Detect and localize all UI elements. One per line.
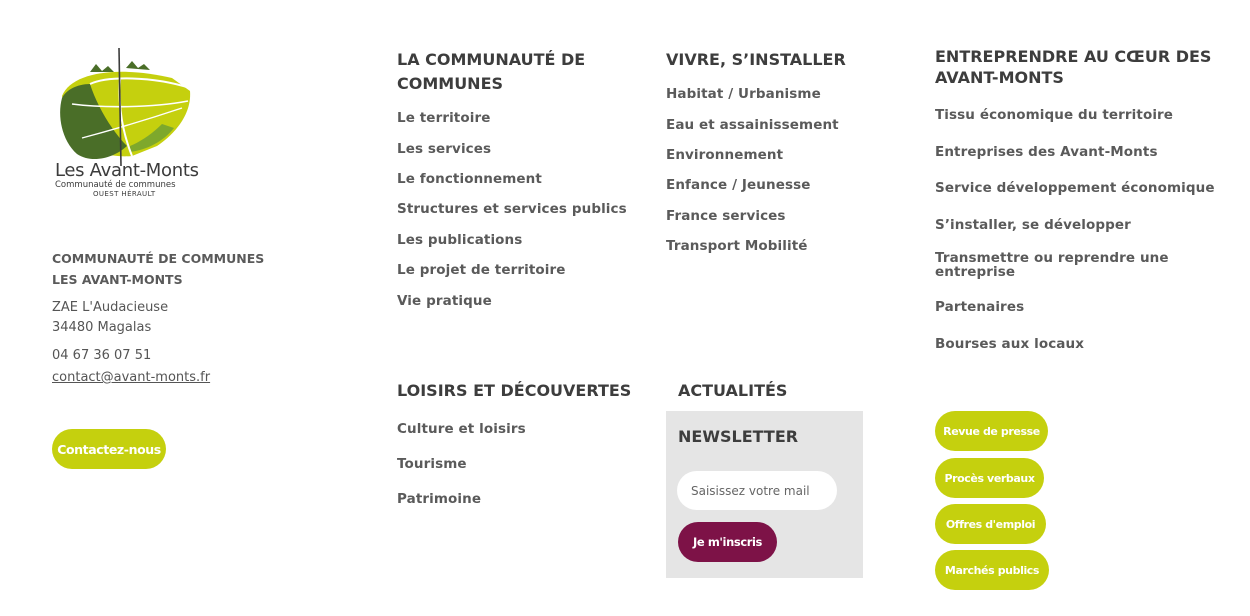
link-france-services[interactable]: France services (666, 208, 786, 224)
logo-name: Les Avant-Monts (55, 160, 199, 181)
link-le-fonctionnement[interactable]: Le fonctionnement (397, 171, 542, 187)
link-transmettre-reprendre[interactable] (935, 251, 1169, 279)
proces-verbaux-button[interactable]: Procès verbaux (935, 458, 1044, 498)
communaute-heading-line-2: COMMUNES (397, 74, 504, 93)
address-line-2: 34480 Magalas (52, 320, 152, 335)
newsletter-box (666, 411, 863, 578)
offres-emploi-button[interactable]: Offres d'emploi (935, 504, 1046, 544)
revue-de-presse-button[interactable]: Revue de presse (935, 411, 1048, 451)
link-service-developpement[interactable]: Service développement économique (935, 180, 1215, 196)
email-link[interactable]: contact@avant-monts.fr (52, 370, 211, 385)
address (52, 298, 168, 338)
link-tissu-economique[interactable]: Tissu économique du territoire (935, 107, 1174, 123)
link-culture-loisirs[interactable]: Culture et loisirs (397, 421, 526, 437)
link-transmettre-line-1: Transmettre ou reprendre une (935, 250, 1169, 266)
contact-button[interactable]: Contactez-nous (52, 429, 166, 469)
newsletter-email-input[interactable] (677, 471, 837, 510)
address-line-1: ZAE L'Audacieuse (52, 300, 169, 315)
logo-subtitle: Communauté de communes (55, 180, 176, 190)
link-enfance-jeunesse[interactable]: Enfance / Jeunesse (666, 177, 811, 193)
link-patrimoine[interactable]: Patrimoine (397, 491, 482, 507)
link-les-publications[interactable]: Les publications (397, 232, 523, 248)
entreprendre-heading-line-2: AVANT-MONTS (935, 68, 1064, 87)
communaute-heading-line-1: LA COMMUNAUTÉ DE (397, 50, 586, 69)
entreprendre-heading (935, 46, 1211, 88)
logo-text (55, 162, 205, 199)
link-le-territoire[interactable]: Le territoire (397, 110, 491, 126)
newsletter-title: NEWSLETTER (678, 427, 799, 446)
link-transmettre-line-2: entreprise (935, 264, 1016, 280)
link-entreprises-avant-monts[interactable]: Entreprises des Avant-Monts (935, 144, 1158, 160)
marches-publics-button[interactable]: Marchés publics (935, 550, 1049, 590)
org-line-1: COMMUNAUTÉ DE COMMUNES (52, 251, 265, 266)
link-bourses-locaux[interactable]: Bourses aux locaux (935, 336, 1085, 352)
org-line-2: LES AVANT-MONTS (52, 272, 183, 287)
communaute-heading (397, 48, 585, 96)
link-habitat-urbanisme[interactable]: Habitat / Urbanisme (666, 86, 821, 102)
organization-name (52, 248, 264, 290)
link-partenaires[interactable]: Partenaires (935, 299, 1025, 315)
vivre-heading: VIVRE, S’INSTALLER (666, 50, 846, 69)
link-structures-services-publics[interactable]: Structures et services publics (397, 201, 627, 217)
link-tourisme[interactable]: Tourisme (397, 456, 467, 472)
link-les-services[interactable]: Les services (397, 141, 492, 157)
link-projet-de-territoire[interactable]: Le projet de territoire (397, 262, 566, 278)
link-eau-assainissement[interactable]: Eau et assainissement (666, 117, 839, 133)
actualites-heading[interactable]: ACTUALITÉS (678, 381, 788, 400)
phone-number: 04 67 36 07 51 (52, 348, 152, 363)
logo-subtitle-region: OUEST HÉRAULT (93, 190, 156, 198)
loisirs-heading: LOISIRS ET DÉCOUVERTES (397, 381, 632, 400)
link-vie-pratique[interactable]: Vie pratique (397, 293, 492, 309)
link-installer-developper[interactable]: S’installer, se développer (935, 217, 1131, 233)
link-transport-mobilite[interactable]: Transport Mobilité (666, 238, 808, 254)
newsletter-subscribe-button[interactable]: Je m'inscris (678, 522, 777, 562)
link-environnement[interactable]: Environnement (666, 147, 784, 163)
entreprendre-heading-line-1: ENTREPRENDRE AU CŒUR DES (935, 47, 1212, 66)
